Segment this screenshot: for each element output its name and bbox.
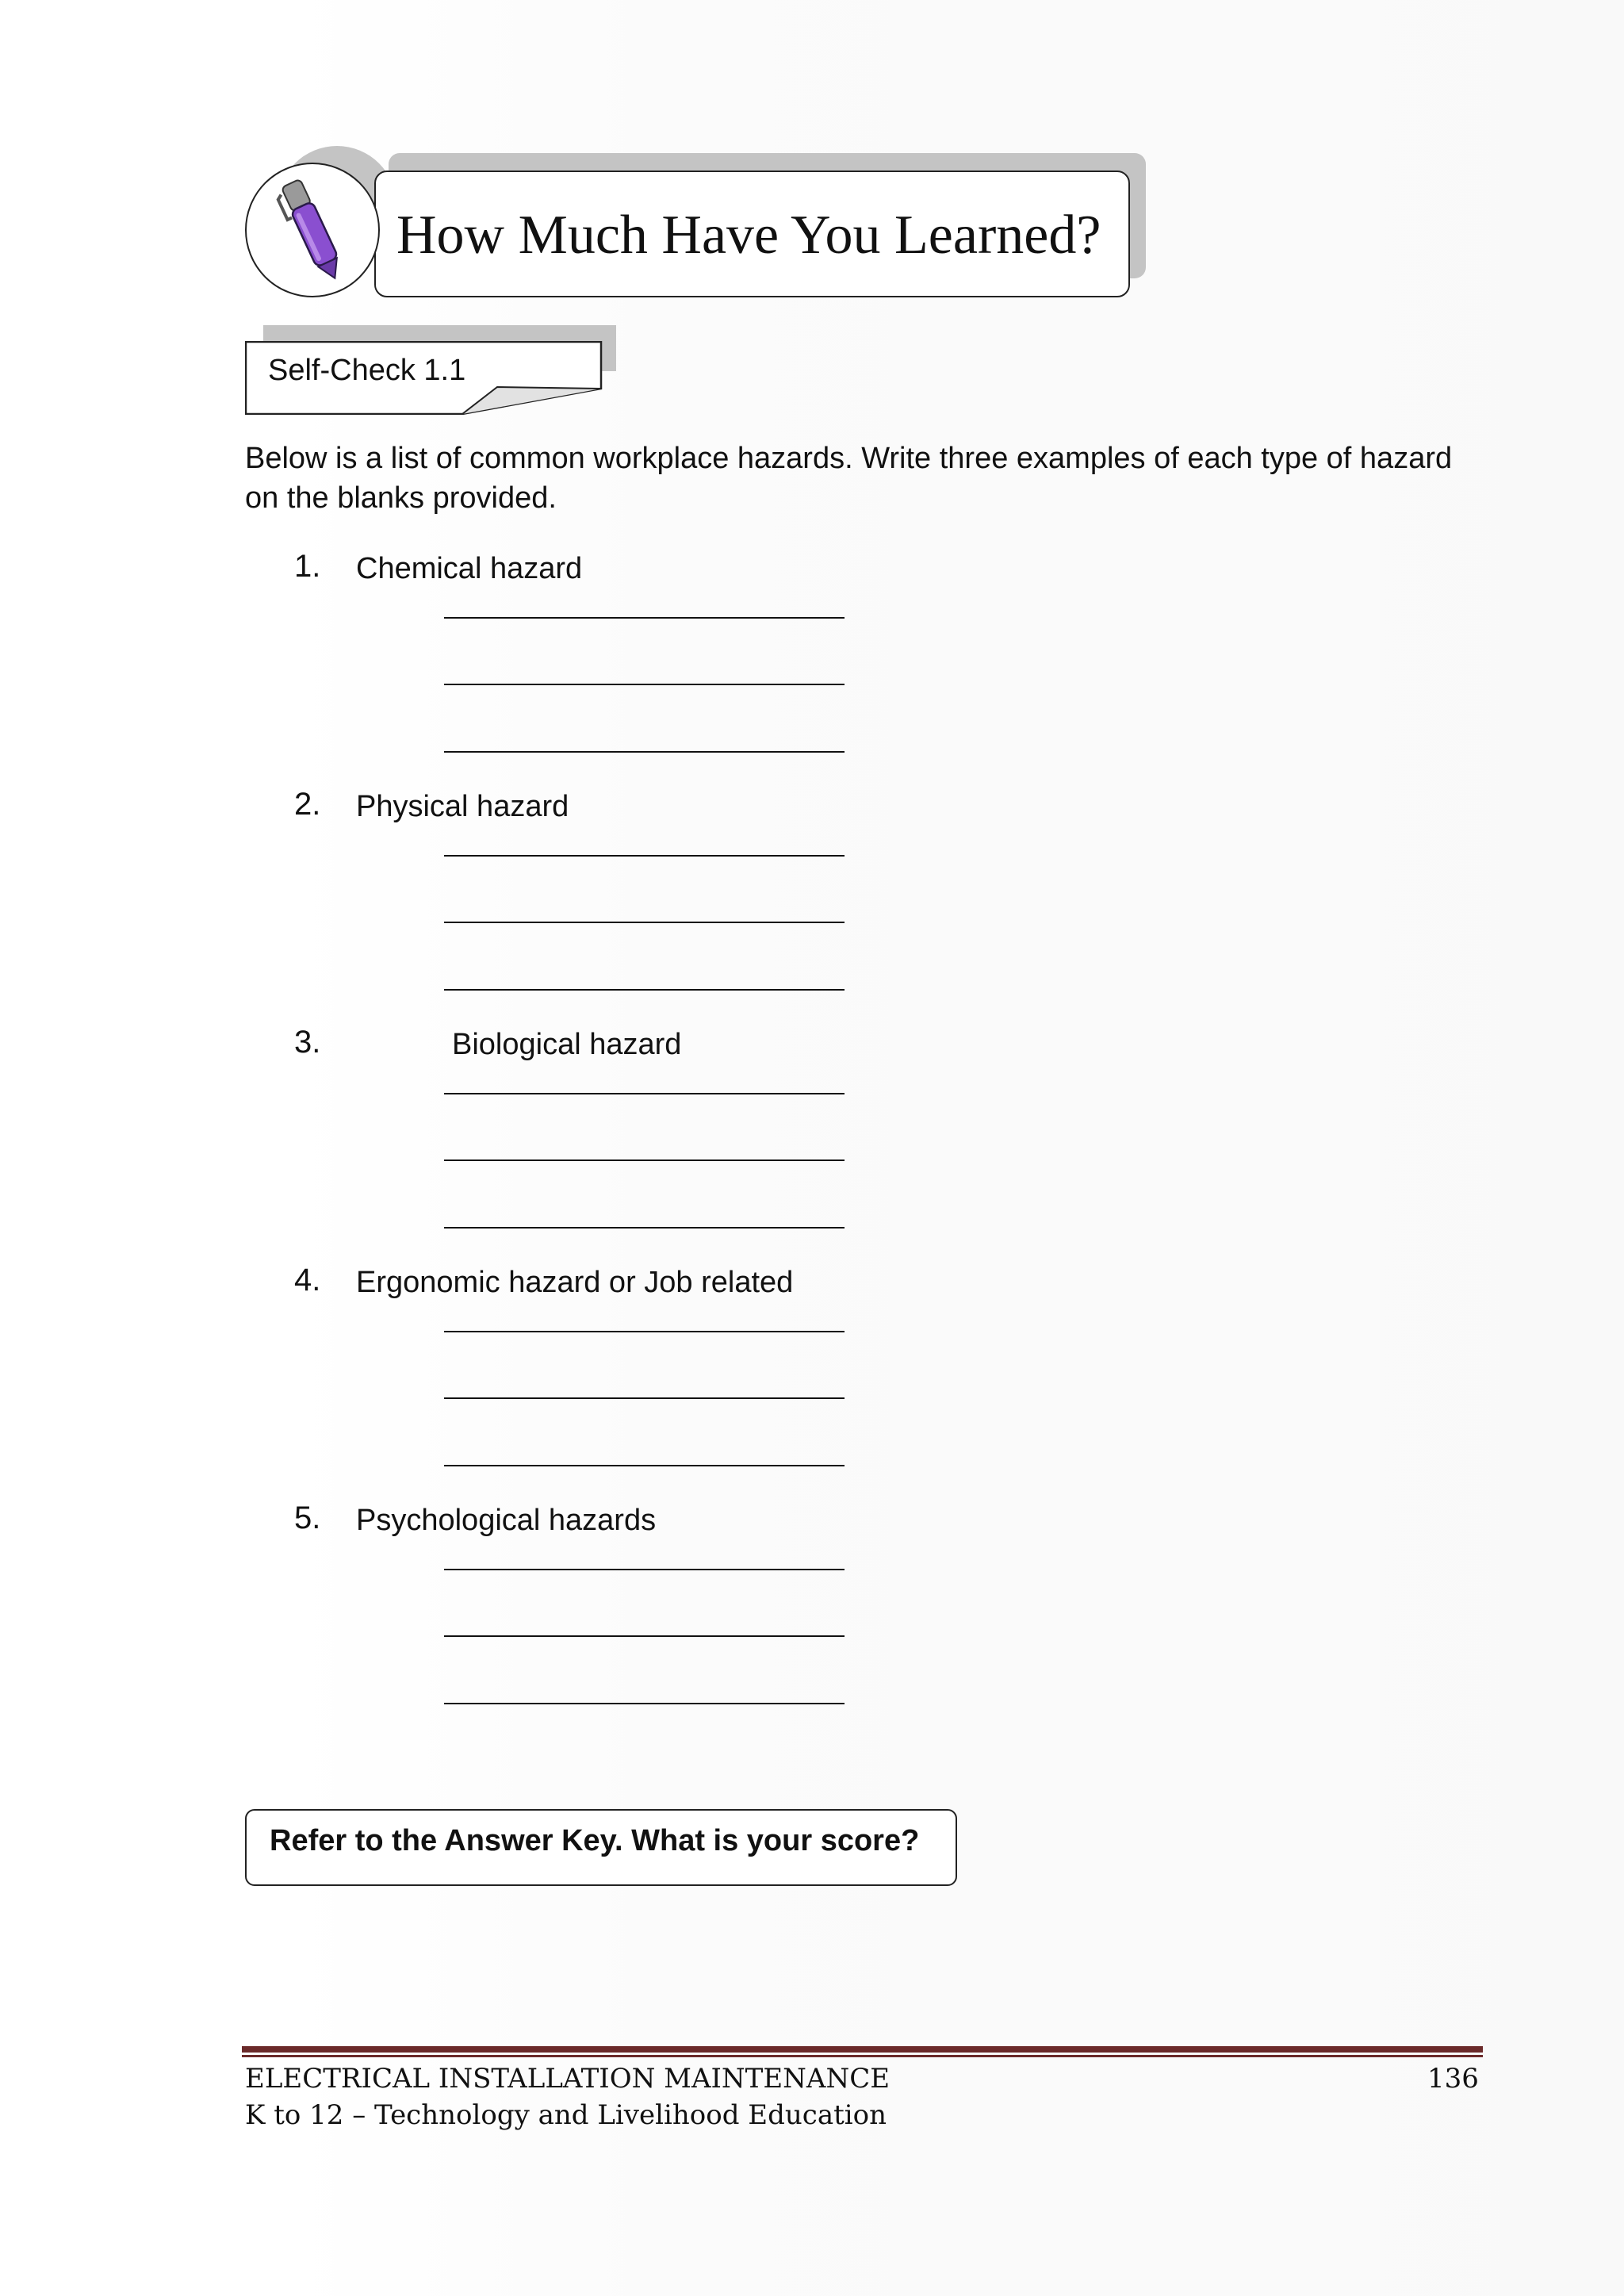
answer-blank[interactable] (444, 1093, 845, 1094)
answer-blank[interactable] (444, 1331, 845, 1332)
answer-blank[interactable] (444, 1227, 845, 1228)
item-number: 4. (294, 1263, 321, 1297)
pen-icon (247, 164, 378, 296)
item-label-chemical: Chemical hazard (356, 552, 583, 585)
item-number: 5. (294, 1501, 321, 1535)
item-label-psychological: Psychological hazards (356, 1504, 657, 1537)
answer-blank[interactable] (444, 1159, 845, 1161)
footer-rule-thin (242, 2055, 1483, 2057)
banner-icon-circle (245, 163, 380, 297)
answer-blank[interactable] (444, 1635, 845, 1637)
footer-subtitle: K to 12 – Technology and Livelihood Education (245, 2099, 887, 2131)
answer-blank[interactable] (444, 1569, 845, 1570)
item-number: 1. (294, 549, 321, 584)
answer-blank[interactable] (444, 989, 845, 991)
item-number: 2. (294, 787, 321, 822)
item-label-ergonomic: Ergonomic hazard or Job related (356, 1266, 794, 1299)
page-number: 136 (1427, 2063, 1479, 2095)
page-title: How Much Have You Learned? (396, 205, 1101, 266)
self-check-label: Self-Check 1.1 (268, 354, 466, 387)
answer-blank[interactable] (444, 855, 845, 857)
answer-blank[interactable] (444, 1703, 845, 1704)
answer-blank[interactable] (444, 684, 845, 685)
instructions: Below is a list of common workplace hazards. Write three examples of each type of hazard on the blanks provided. (245, 442, 1453, 515)
footer-rule (242, 2046, 1483, 2053)
answer-blank[interactable] (444, 922, 845, 923)
answer-blank[interactable] (444, 1397, 845, 1399)
item-label-physical: Physical hazard (356, 790, 569, 823)
item-label-biological: Biological hazard (452, 1028, 682, 1061)
item-number: 3. (294, 1025, 321, 1060)
score-prompt: Refer to the Answer Key. What is your score? (270, 1824, 920, 1857)
answer-blank[interactable] (444, 751, 845, 753)
answer-blank[interactable] (444, 1465, 845, 1466)
answer-blank[interactable] (444, 617, 845, 619)
footer-course-title: ELECTRICAL INSTALLATION MAINTENANCE (245, 2063, 891, 2095)
